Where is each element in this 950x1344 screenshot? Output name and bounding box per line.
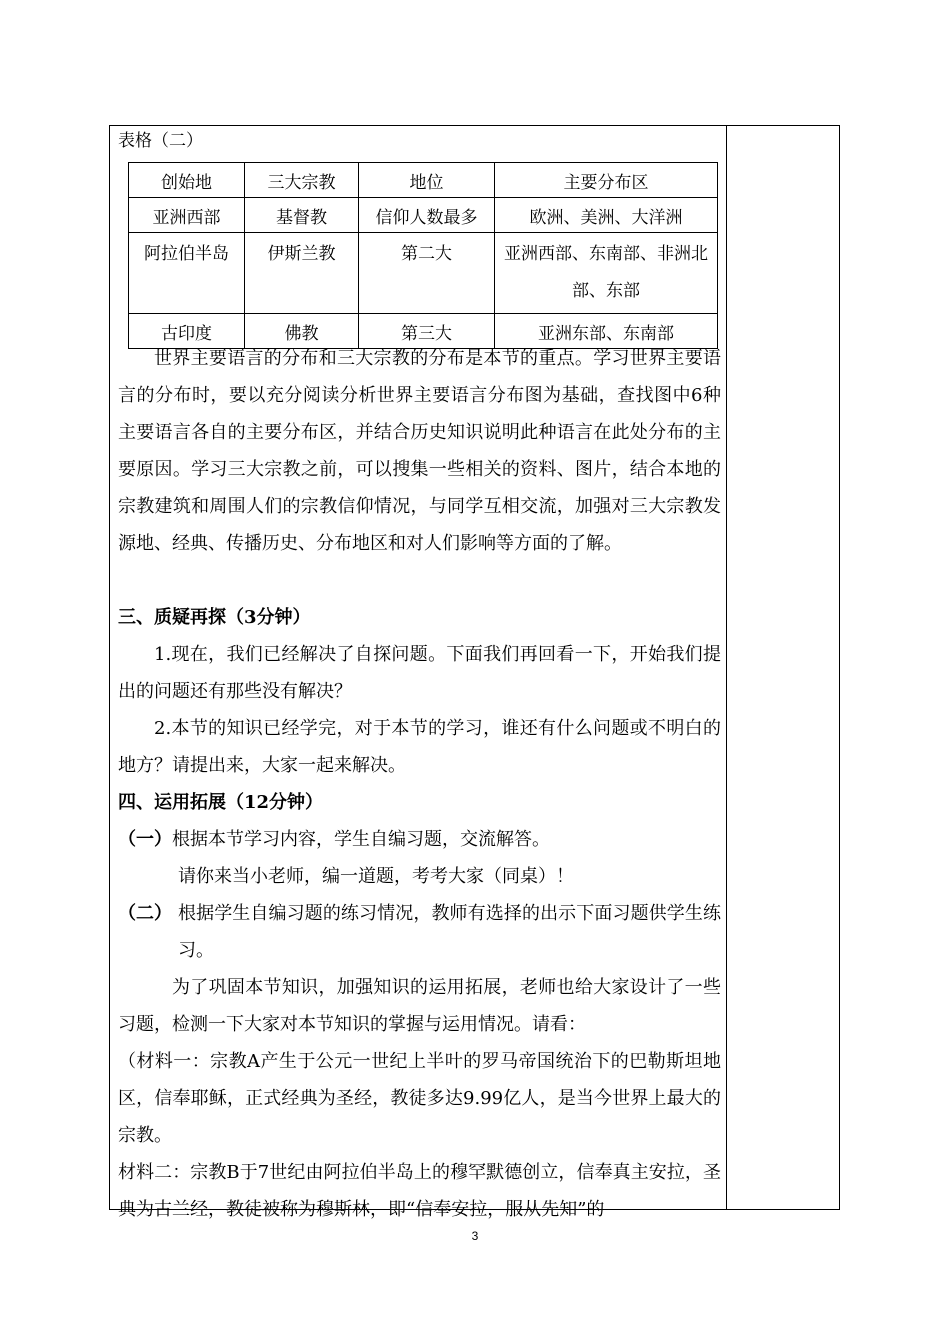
table-cell: 亚洲东部、东南部 — [495, 314, 718, 349]
paragraph-exercise-intro: 为了巩固本节知识，加强知识的运用拓展，老师也给大家设计了一些习题，检测一下大家对本节知识的掌握与运用情况。请看： — [118, 977, 721, 1035]
table-row — [129, 233, 718, 314]
religions-table — [128, 162, 718, 349]
sub-item-text: 根据学生自编习题的练习情况，教师有选择的出示下面习题供学生练习。 — [178, 903, 721, 961]
table-cell: 亚洲西部、东南部、非洲北部、东部 — [495, 233, 718, 314]
table-cell: 佛教 — [245, 314, 359, 349]
question-item: 2.本节的知识已经学完，对于本节的学习，谁还有什么问题或不明白的地方？请提出来，大家一起来解决。 — [118, 718, 721, 776]
sub-item-label: （二） — [118, 903, 172, 924]
table-cell: 基督教 — [245, 198, 359, 233]
page-number: 3 — [471, 1229, 479, 1243]
table-cell: 第二大 — [359, 233, 495, 314]
column-divider — [726, 126, 727, 1209]
material-two: 材料二：宗教B于7世纪由阿拉伯半岛上的穆罕默德创立，信奉真主安拉，圣典为古兰经，教徒被称为穆斯林，即“信奉安拉，服从先知”的 — [118, 1162, 721, 1220]
table-cell: 欧洲、美洲、大洋洲 — [495, 198, 718, 233]
sub-item-label: （一） — [118, 829, 172, 850]
sub-item-one-line2: 请你来当小老师，编一道题，考考大家（同桌）！ — [178, 866, 574, 887]
material-one: （材料一：宗教A产生于公元一世纪上半叶的罗马帝国统治下的巴勒斯坦地区，信奉耶稣，正式经典为圣经，教徒多达9.99亿人，是当今世界上最大的宗教。 — [118, 1051, 721, 1146]
question-item: 1.现在，我们已经解决了自探问题。下面我们再回看一下，开始我们提出的问题还有那些没有解决？ — [118, 644, 721, 702]
table-cell: 伊斯兰教 — [245, 233, 359, 314]
section-heading-application: 四、运用拓展（12分钟） — [118, 792, 324, 813]
table-cell: 信仰人数最多 — [359, 198, 495, 233]
paragraph-key-points: 世界主要语言的分布和三大宗教的分布是本节的重点。学习世界主要语言的分布时，要以充分阅读分析世界主要语言分布图为基础，查找图中6种主要语言各自的主要分布区，并结合历史知识说明此种语言在此处分布的主要原因。学习三大宗教之前，可以搜集一些相关的资料、图片，结合本地的宗教建筑和周围人们的宗教信仰情况，与同学互相交流，加强对三大宗教发源地、经典、传播历史、分布地区和对人们影响等方面的了解。 — [118, 348, 721, 554]
table-caption: 表格（二） — [118, 131, 203, 151]
table-cell: 亚洲西部 — [129, 198, 245, 233]
section-heading-question: 三、质疑再探（3分钟） — [118, 607, 311, 628]
table-cell: 第三大 — [359, 314, 495, 349]
table-row — [129, 198, 718, 233]
lesson-table-frame — [109, 125, 840, 1220]
header-cell: 地位 — [359, 163, 495, 198]
header-cell: 三大宗教 — [245, 163, 359, 198]
header-cell: 主要分布区 — [495, 163, 718, 198]
sub-item-one — [118, 821, 550, 858]
sub-item-text: 根据本节学习内容，学生自编习题，交流解答。 — [172, 829, 550, 850]
header-cell: 创始地 — [129, 163, 245, 198]
table-cell: 古印度 — [129, 314, 245, 349]
table-cell: 阿拉伯半岛 — [129, 233, 245, 314]
table-header-row — [129, 163, 718, 198]
